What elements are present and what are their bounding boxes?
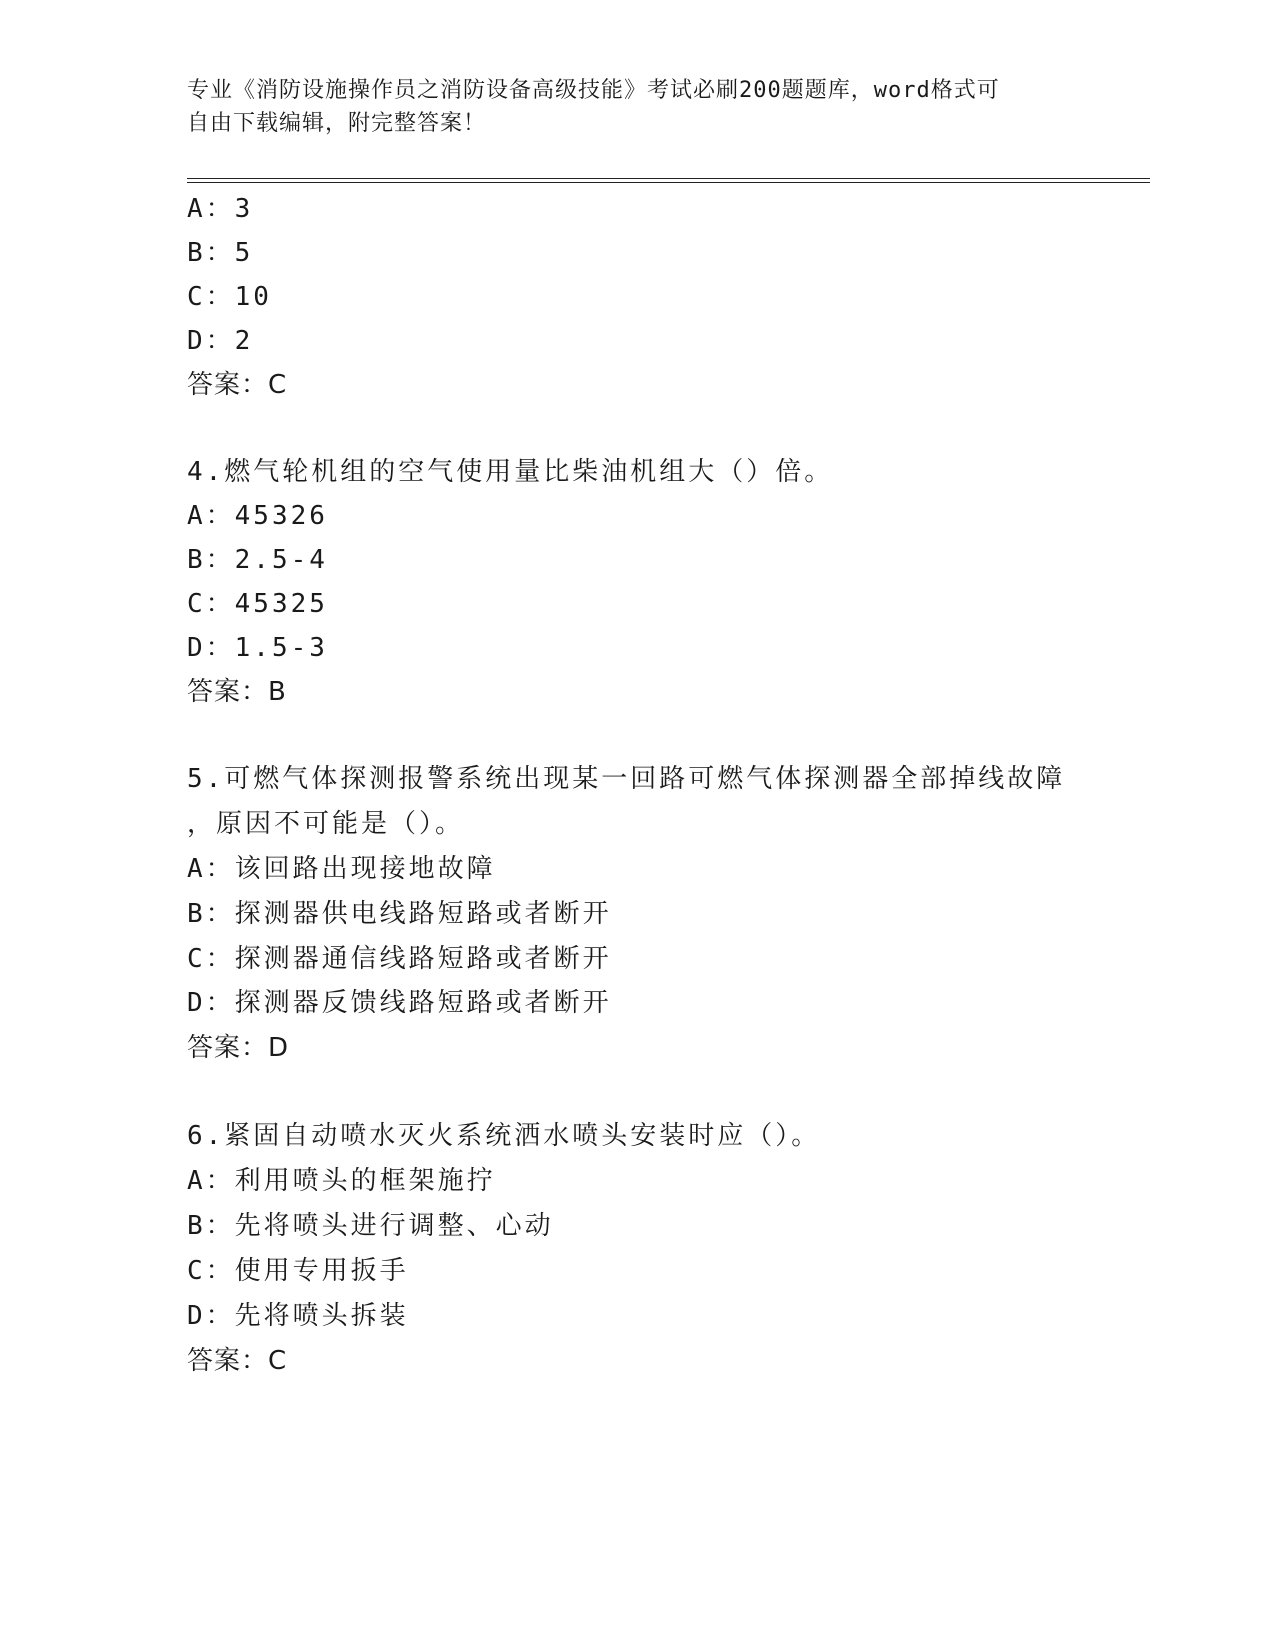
header-line-1: 专业《消防设施操作员之消防设备高级技能》考试必刷200题题库，word格式可	[187, 78, 1000, 103]
q3-option-b: B：5	[187, 238, 254, 268]
q5-option-d: D：探测器反馈线路短路或者断开	[187, 988, 612, 1018]
header-divider-top	[187, 178, 1150, 179]
q3-option-d: D：2	[187, 326, 254, 356]
q3-option-c: C：10	[187, 282, 272, 312]
q5-stem-line-2: ，原因不可能是（）。	[187, 809, 465, 839]
q4-stem: 4.燃气轮机组的空气使用量比柴油机组大（）倍。	[187, 457, 834, 487]
header-line-2: 自由下载编辑，附完整答案！	[187, 111, 487, 136]
q4-option-a: A：45326	[187, 501, 328, 531]
document-header	[187, 74, 1087, 140]
header-divider-bottom	[187, 182, 1150, 183]
q6-option-a: A：利用喷头的框架施拧	[187, 1166, 496, 1196]
q6-option-d: D：先将喷头拆装	[187, 1301, 409, 1331]
q6-stem: 6.紧固自动喷水灭火系统洒水喷头安装时应（）。	[187, 1121, 821, 1151]
q3-option-a: A：3	[187, 194, 254, 224]
q4-option-c: C：45325	[187, 589, 328, 619]
q5-answer: 答案：D	[187, 1033, 290, 1063]
q5-option-a: A：该回路出现接地故障	[187, 854, 496, 884]
q4-option-b: B：2.5-4	[187, 545, 328, 575]
q5-stem-line-1: 5.可燃气体探测报警系统出现某一回路可燃气体探测器全部掉线故障	[187, 764, 1066, 794]
q6-option-b: B：先将喷头进行调整、心动	[187, 1211, 554, 1241]
q6-option-c: C：使用专用扳手	[187, 1256, 409, 1286]
q3-answer: 答案：C	[187, 370, 288, 400]
q4-option-d: D：1.5-3	[187, 633, 328, 663]
q5-option-b: B：探测器供电线路短路或者断开	[187, 899, 612, 929]
q5-option-c: C：探测器通信线路短路或者断开	[187, 944, 612, 974]
q4-answer: 答案：B	[187, 677, 287, 707]
q6-answer: 答案：C	[187, 1346, 288, 1376]
